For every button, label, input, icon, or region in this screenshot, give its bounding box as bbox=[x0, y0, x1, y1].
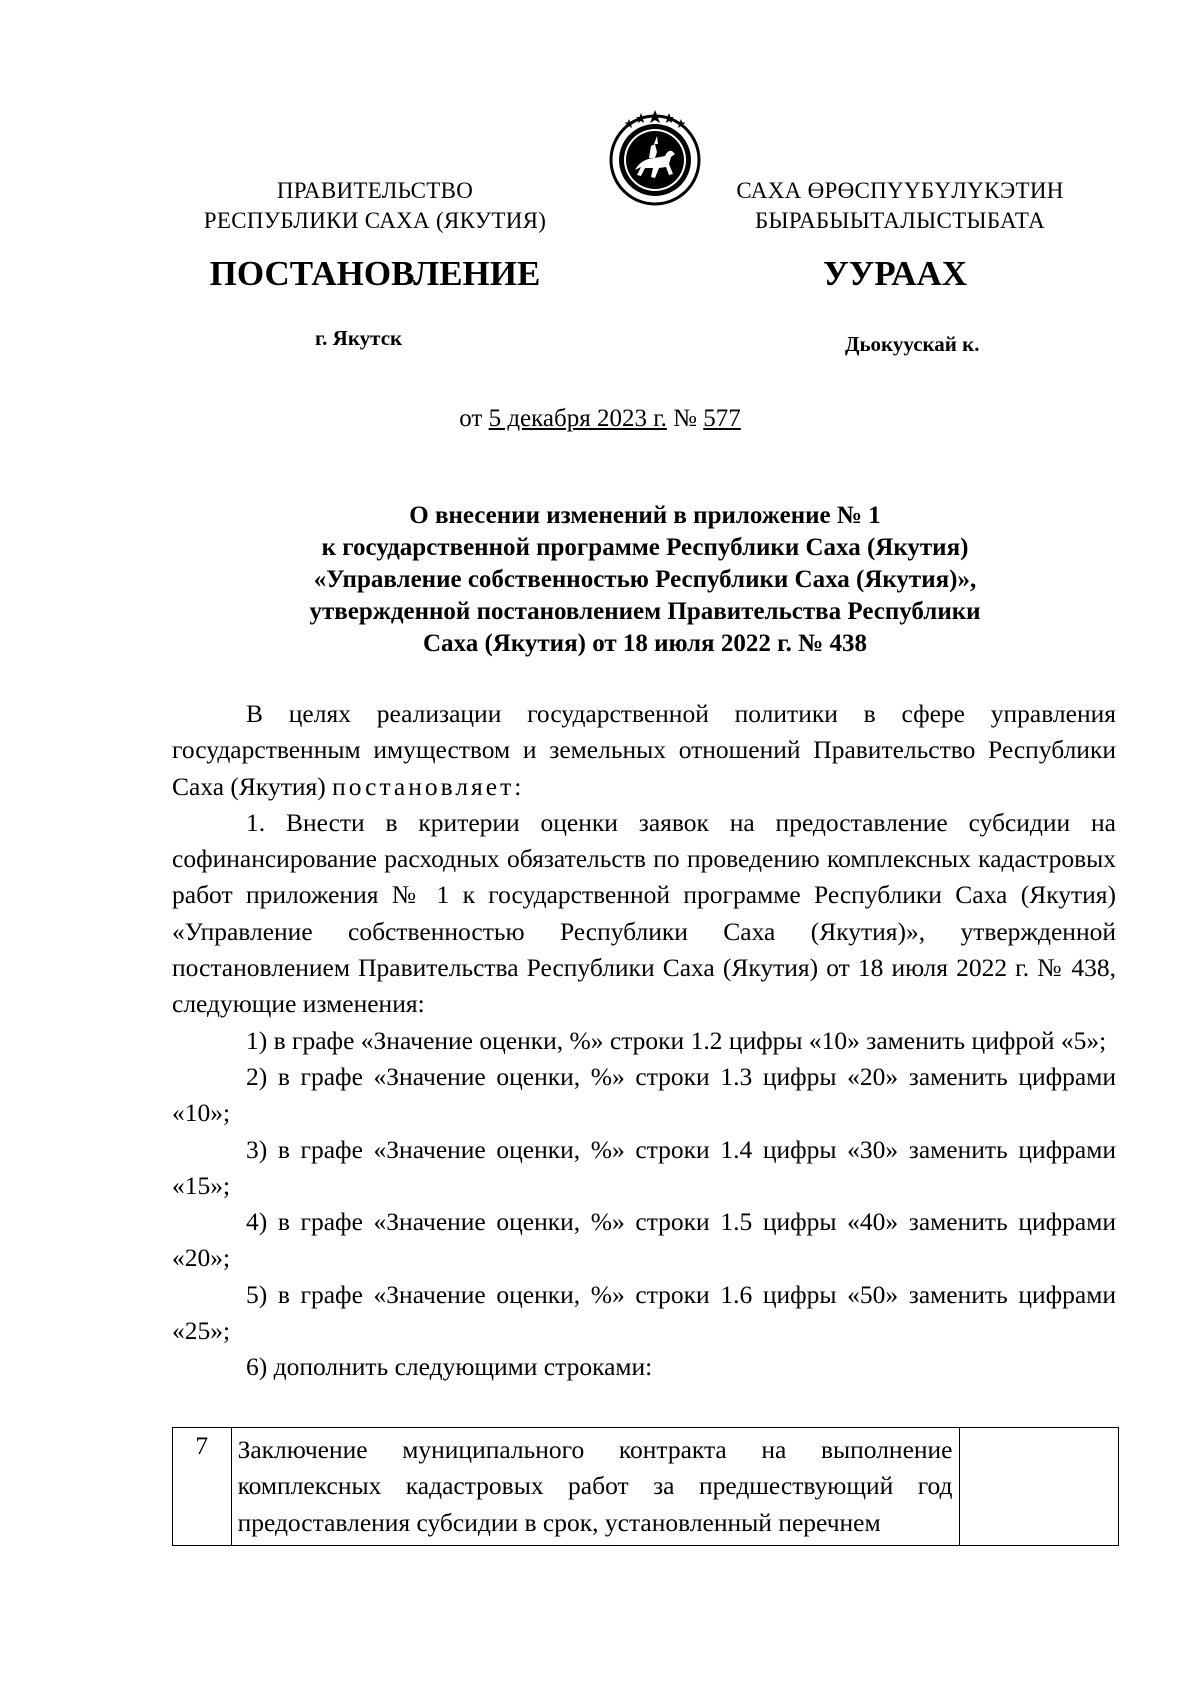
gov-sa-line2: БЫРАБЫЫТАЛЫСТЫБАТА bbox=[754, 208, 1046, 233]
intro-decree-word: постановляет: bbox=[332, 771, 525, 801]
intro-paragraph bbox=[172, 696, 1116, 805]
heading-line3: «Управление собственностью Республики Саха (Якутия)», bbox=[313, 566, 977, 593]
gov-ru-line2: РЕСПУБЛИКИ САХА (ЯКУТИЯ) bbox=[203, 208, 547, 233]
gov-sa-line1: САХА ӨРӨСПҮҮБҮЛҮКЭТИН bbox=[736, 178, 1064, 203]
heading-line2: к государственной программе Республики Саха (Якутия) bbox=[321, 534, 969, 561]
gov-ru-line1: ПРАВИТЕЛЬСТВО bbox=[276, 178, 474, 203]
list-item-1: 1) в графе «Значение оценки, %» строки 1.2 цифры «10» заменить цифрой «5»; bbox=[246, 1025, 1107, 1055]
city-russian: г. Якутск bbox=[315, 326, 403, 350]
list-item-3: 3) в графе «Значение оценки, %» строки 1.4 цифры «30» заменить цифрами «15»; bbox=[172, 1134, 1116, 1200]
document-date: 5 декабря 2023 г. bbox=[488, 405, 667, 432]
date-prefix: от bbox=[459, 405, 489, 432]
document-type-sakha: УУРААХ bbox=[822, 254, 968, 293]
document-heading bbox=[170, 500, 1120, 660]
government-name-sakha bbox=[690, 176, 1110, 236]
list-item-2: 2) в графе «Значение оценки, %» строки 1.3 цифры «20» заменить цифрами «10»; bbox=[172, 1061, 1116, 1128]
document-date-number bbox=[0, 404, 1200, 434]
document-type-russian: ПОСТАНОВЛЕНИЕ bbox=[209, 254, 541, 293]
value-cell bbox=[959, 1428, 1118, 1546]
heading-line4: утвержденной постановлением Правительства Республики bbox=[309, 598, 981, 625]
criteria-table bbox=[172, 1427, 1119, 1546]
list-item-5: 5) в графе «Значение оценки, %» строки 1.6 цифры «50» заменить цифрами «25»; bbox=[172, 1279, 1116, 1346]
government-name-russian bbox=[165, 176, 585, 236]
row-number-cell: 7 bbox=[173, 1428, 232, 1546]
list-item-4: 4) в графе «Значение оценки, %» строки 1.5 цифры «40» заменить цифрами «20»; bbox=[172, 1207, 1116, 1273]
heading-line1: О внесении изменений в приложение № 1 bbox=[409, 502, 881, 529]
document-number: 577 bbox=[703, 405, 741, 432]
number-sign: № bbox=[666, 405, 704, 432]
table-row bbox=[173, 1428, 1119, 1546]
heading-line5: Саха (Якутия) от 18 июля 2022 г. № 438 bbox=[423, 630, 867, 657]
city-sakha: Дьокуускай к. bbox=[845, 332, 980, 356]
paragraph-1: 1. Внести в критерии оценки заявок на предоставление субсидии на софинансирование расходных обязательств по проведению комплексных кадастровых работ приложения № 1 к государственной программе Республики Саха (Якутия) «Управление собственностью Республики Саха (Якутия)», утвержденной постановлением Правительства Республики Саха (Якутия) от 18 июля 2022 г. № 438, следующие изменения: bbox=[172, 807, 1116, 1019]
intro-text: В целях реализации государственной политики в сфере управления государственным имуществом и земельных отношений Правительство Республики Саха (Якутия) bbox=[172, 699, 1116, 801]
document-body bbox=[172, 696, 1116, 1386]
list-item-6: 6) дополнить следующими строками: bbox=[246, 1352, 653, 1382]
criterion-text-cell: Заключение муниципального контракта на выполнение комплексных кадастровых работ за предшествующий год предоставления субсидии в срок, установленный перечнем bbox=[231, 1428, 959, 1546]
